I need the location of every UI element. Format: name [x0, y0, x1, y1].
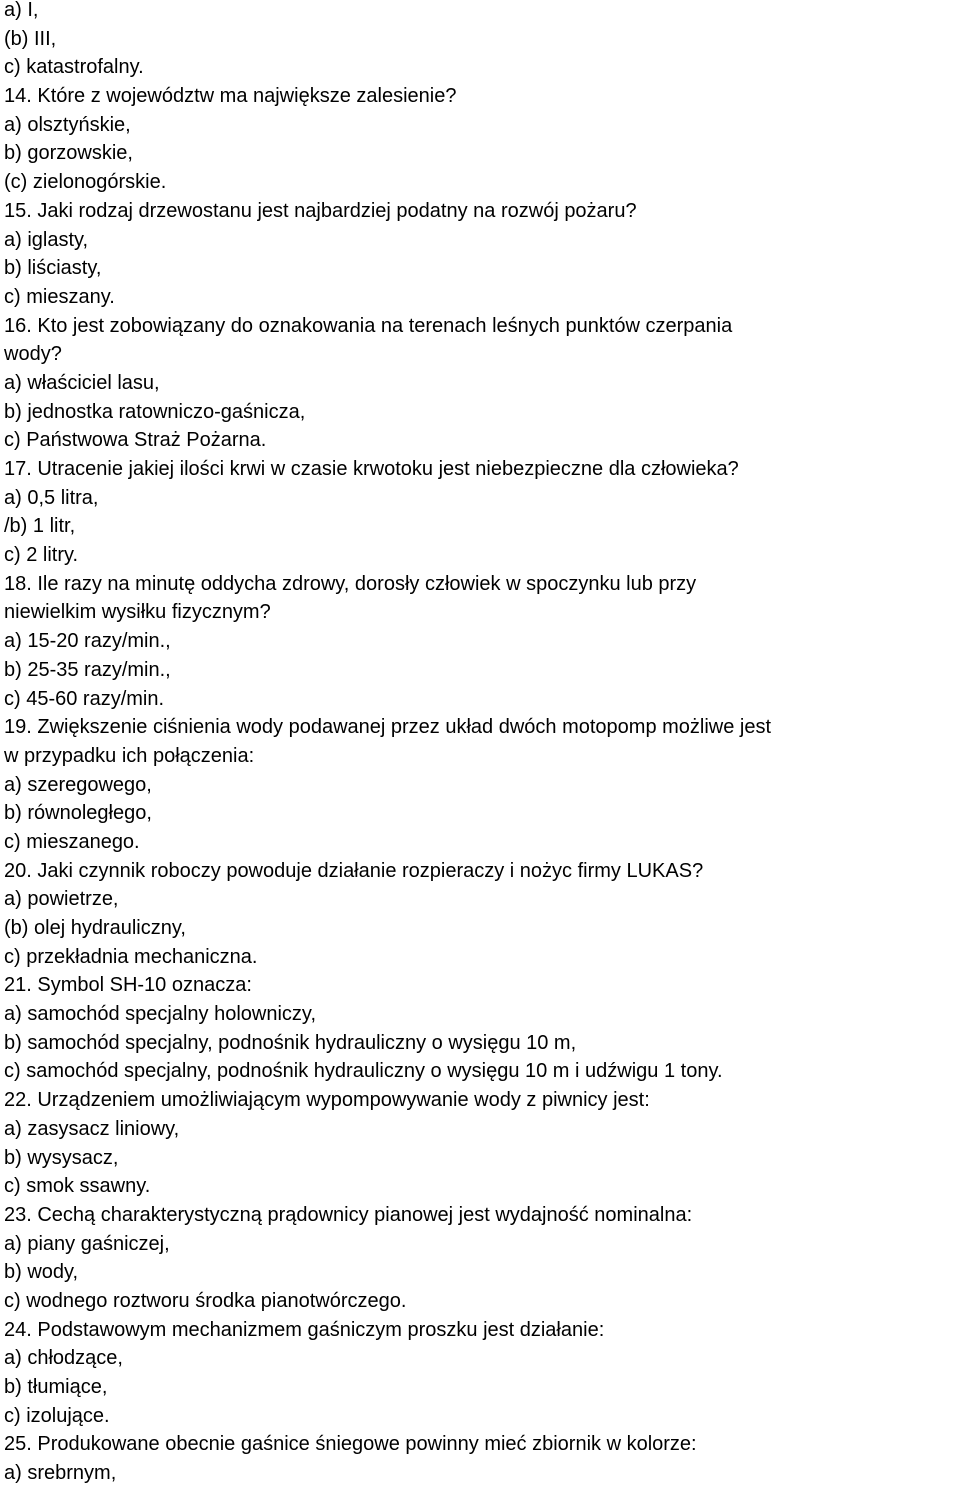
text-line: a) iglasty, — [4, 228, 89, 251]
text-line: b) gorzowskie, — [4, 142, 133, 165]
text-line: c) 2 litry. — [4, 544, 79, 567]
text-line: b) liściasty, — [4, 257, 102, 280]
text-line: a) właściciel lasu, — [4, 371, 160, 394]
text-line: b) jednostka ratowniczo-gaśnicza, — [4, 400, 306, 423]
text-line: a) samochód specjalny holowniczy, — [4, 1003, 317, 1026]
text-line: c) mieszany. — [4, 285, 115, 308]
text-line: a) powietrze, — [4, 888, 119, 911]
text-line: 18. Ile razy na minutę oddycha zdrowy, dorosły człowiek w spoczynku lub przy — [4, 572, 697, 595]
text-line: 23. Cechą charakterystyczną prądownicy pianowej jest wydajność nominalna: — [4, 1203, 693, 1226]
text-line: b) wody, — [4, 1261, 79, 1284]
text-line: 14. Które z województw ma największe zalesienie? — [4, 85, 457, 108]
text-line: 15. Jaki rodzaj drzewostanu jest najbardziej podatny na rozwój pożaru? — [4, 199, 637, 222]
text-line: niewielkim wysiłku fizycznym? — [4, 601, 271, 624]
text-line: /b) 1 litr, — [4, 515, 76, 538]
text-line: w przypadku ich połączenia: — [4, 744, 255, 767]
text-line: a) piany gaśniczej, — [4, 1232, 170, 1255]
text-line: c) przekładnia mechaniczna. — [4, 945, 258, 968]
text-line: 20. Jaki czynnik roboczy powoduje działanie rozpieraczy i nożyc firmy LUKAS? — [4, 859, 704, 882]
text-line: 22. Urządzeniem umożliwiającym wypompowywanie wody z piwnicy jest: — [4, 1089, 650, 1112]
text-line: 17. Utracenie jakiej ilości krwi w czasie krwotoku jest niebezpieczne dla człowieka? — [4, 458, 739, 480]
text-line: b) równoległego, — [4, 802, 152, 825]
text-line: c) smok ssawny. — [4, 1175, 151, 1198]
text-line: wody? — [4, 343, 62, 366]
text-line: a) zasysacz liniowy, — [4, 1117, 180, 1140]
text-line: b) 25-35 razy/min., — [4, 658, 171, 681]
text-line: 21. Symbol SH-10 oznacza: — [4, 974, 252, 997]
text-line: c) izolujące. — [4, 1404, 110, 1427]
text-line: 25. Produkowane obecnie gaśnice śniegowe powinny mieć zbiornik w kolorze: — [4, 1433, 697, 1456]
text-line: b) samochód specjalny, podnośnik hydrauliczny o wysięgu 10 m, — [4, 1031, 577, 1054]
text-line: (b) III, — [4, 27, 57, 50]
text-line: (b) olej hydrauliczny, — [4, 917, 186, 939]
text-line: a) szeregowego, — [4, 773, 152, 796]
text-line: a) I, — [4, 0, 39, 21]
text-line: c) 45-60 razy/min. — [4, 687, 165, 710]
text-line: c) katastrofalny. — [4, 56, 144, 79]
text-line: c) wodnego roztworu środka pianotwórczego. — [4, 1289, 407, 1312]
text-line: c) mieszanego. — [4, 830, 140, 853]
document-body — [4, 0, 956, 1488]
text-line: 16. Kto jest zobowiązany do oznakowania na terenach leśnych punktów czerpania — [4, 314, 733, 337]
text-line: c) samochód specjalny, podnośnik hydrauliczny o wysięgu 10 m i udźwigu 1 tony. — [4, 1060, 723, 1083]
text-line: b) tłumiące, — [4, 1376, 108, 1398]
text-line: c) Państwowa Straż Pożarna. — [4, 429, 267, 452]
text-line: (c) zielonogórskie. — [4, 171, 167, 194]
text-line: 19. Zwiększenie ciśnienia wody podawanej przez układ dwóch motopomp możliwe jest — [4, 716, 772, 739]
text-line: a) olsztyńskie, — [4, 113, 131, 136]
text-line: a) srebrnym, — [4, 1462, 117, 1485]
text-line: a) 15-20 razy/min., — [4, 630, 171, 653]
text-line: a) 0,5 litra, — [4, 486, 99, 509]
text-line: b) wysysacz, — [4, 1146, 119, 1169]
text-line: a) chłodzące, — [4, 1347, 123, 1370]
text-line: 24. Podstawowym mechanizmem gaśniczym proszku jest działanie: — [4, 1318, 605, 1341]
